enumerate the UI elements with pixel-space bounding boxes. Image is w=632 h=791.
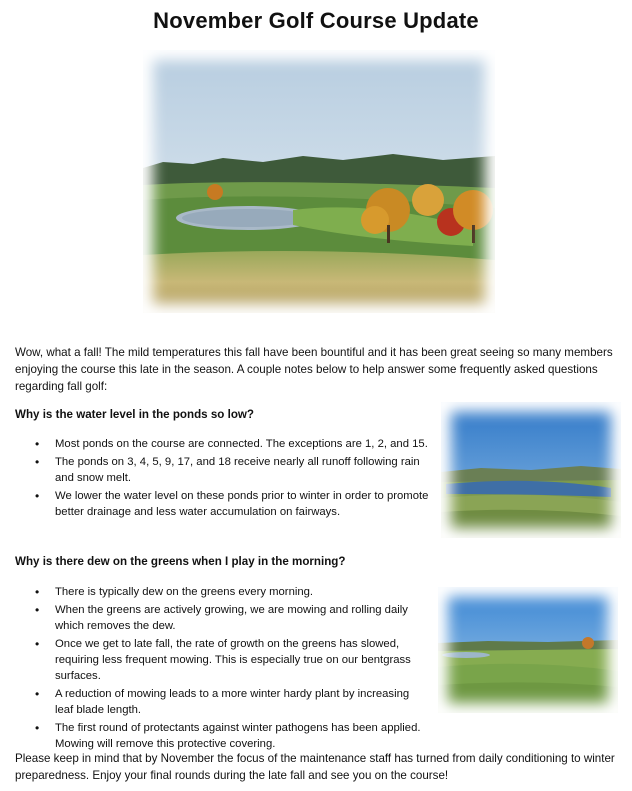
list-item: • The ponds on 3, 4, 5, 9, 17, and 18 receive nearly all runoff following rain and snow melt. (35, 454, 430, 486)
list-item: • When the greens are actively growing, we are mowing and rolling daily which removes the dew. (35, 602, 425, 634)
page-title: November Golf Course Update (153, 8, 479, 33)
green-morning-photo (438, 587, 618, 713)
list-item: • There is typically dew on the greens every morning. (35, 584, 425, 600)
list-item: • The first round of protectants against winter pathogens has been applied. Mowing will remove this protective covering. (35, 720, 425, 752)
list-item: • We lower the water level on these ponds prior to winter in order to promote better drainage and less water accumulation on fairways. (35, 488, 430, 520)
list-item: • Most ponds on the course are connected. The exceptions are 1, 2, and 15. (35, 436, 430, 452)
dew-bullet-list (35, 584, 425, 754)
intro-paragraph: Wow, what a fall! The mild temperatures this fall have been bountiful and it has been great seeing so many members enjoying the course this late in the season. A couple notes below to help answer some frequently asked questions regarding fall golf: (15, 346, 613, 393)
list-item: • Once we get to late fall, the rate of growth on the greens has slowed, requiring less frequent mowing. This is especially true on our bentgrass surfaces. (35, 636, 425, 684)
low-pond-photo (441, 402, 621, 538)
section-heading-dew: Why is there dew on the greens when I play in the morning? (15, 555, 346, 568)
closing-paragraph: Please keep in mind that by November the focus of the maintenance staff has turned from daily conditioning to winter preparedness. Enjoy your final rounds during the late fall and see you on the course! (15, 752, 615, 782)
section-heading-water-level: Why is the water level in the ponds so low? (15, 408, 254, 421)
hero-course-photo (143, 50, 495, 313)
list-item: • A reduction of mowing leads to a more winter hardy plant by increasing leaf blade length. (35, 686, 425, 718)
water-level-bullet-list (35, 436, 430, 522)
